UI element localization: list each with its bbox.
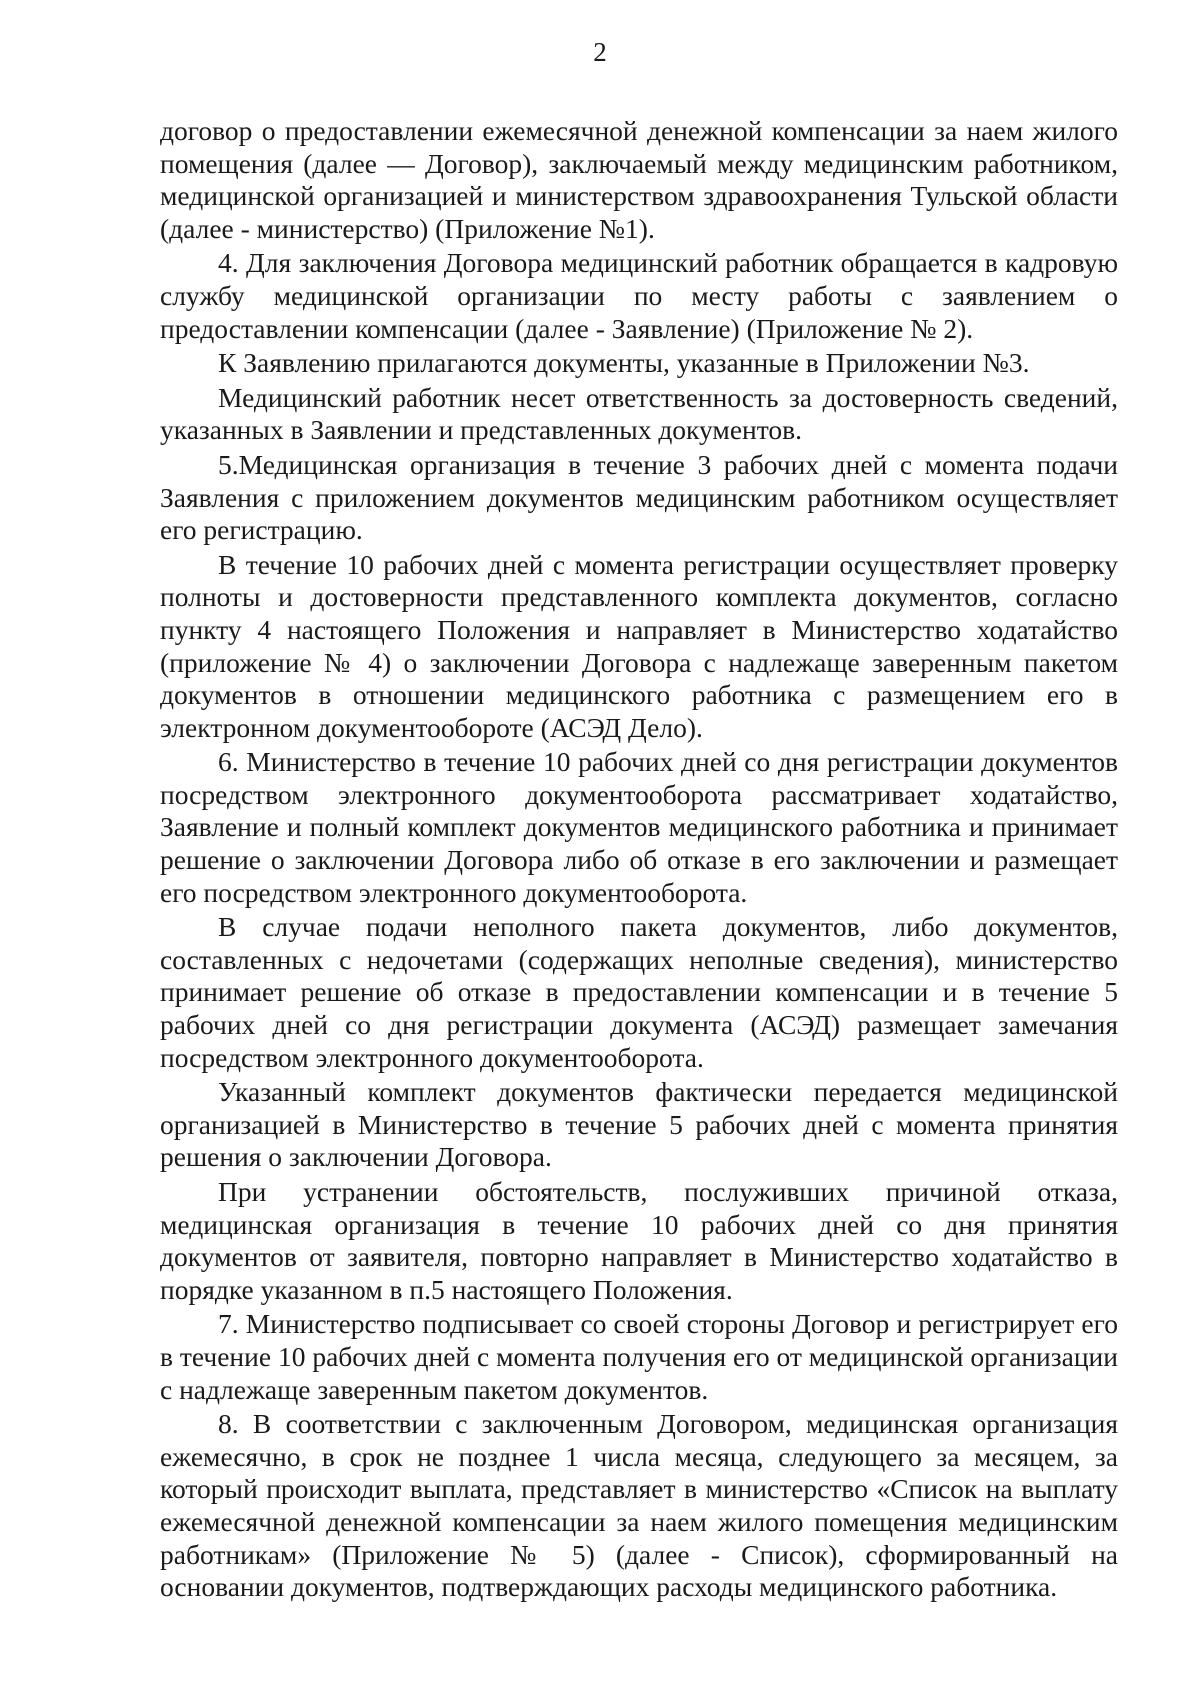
paragraph-item-6: 6. Министерство в течение 10 рабочих дней со дня регистрации документов посредством электронного документооборота рассматривает ходатайство, Заявление и полный комплект документов медицинского работника и принимает решение о заключении Договора либо об отказе в его заключении и размещает его посредством электронного документооборота. [160,746,1118,908]
paragraph-responsibility: Медицинский работник несет ответственность за достоверность сведений, указанных в Заявлении и представленных документов. [160,381,1118,446]
page-number: 2 [593,37,607,67]
paragraph-attachments: К Заявлению прилагаются документы, указанные в Приложении №3. [218,347,1030,379]
paragraph-resubmission: При устранении обстоятельств, послуживших причиной отказа, медицинская организация в течение 10 рабочих дней со дня принятия документов от заявителя, повторно направляет в Министерство ходатайство в порядке указанном в п.5 настоящего Положения. [160,1176,1118,1305]
paragraph-item-5: 5.Медицинская организация в течение 3 рабочих дней с момента подачи Заявления с приложением документов медицинским работником осуществляет его регистрацию. [160,448,1118,546]
paragraph-item-8: 8. В соответствии с заключенным Договором, медицинская организация ежемесячно, в срок не позднее 1 числа месяца, следующего за месяцем, за который происходит выплата, представляет в министерство «Список на выплату ежемесячной денежной компенсации за наем жилого помещения медицинским работникам» (Приложение № 5) (далее - Список), сформированный на основании документов, подтверждающих расходы медицинского работника. [160,1408,1118,1603]
document-body [160,115,1118,1604]
paragraph-verification: В течение 10 рабочих дней с момента регистрации осуществляет проверку полноты и достоверности представленного комплекта документов, согласно пункту 4 настоящего Положения и направляет в Министерство ходатайство (приложение № 4) о заключении Договора с надлежаще заверенным пакетом документов в отношении медицинского работника с размещением его в электронном документообороте (АСЭД Дело). [160,548,1118,743]
paragraph-item-7: 7. Министерство подписывает со своей стороны Договор и регистрирует его в течение 10 рабочих дней с момента получения его от медицинской организации с надлежаще заверенным пакетом документов. [160,1308,1118,1405]
paragraph-refusal: В случае подачи неполного пакета документов, либо документов, составленных с недочетами (содержащих неполные сведения), министерство принимает решение об отказе в предоставлении компенсации и в течение 5 рабочих дней со дня регистрации документа (АСЭД) размещает замечания посредством электронного документооборота. [160,911,1118,1073]
paragraph-item-4: 4. Для заключения Договора медицинский работник обращается в кадровую службу медицинской организации по месту работы с заявлением о предоставлении компенсации (далее - Заявление) (Приложение № 2). [160,247,1118,344]
paragraph-contract-definition: договор о предоставлении ежемесячной денежной компенсации за наем жилого помещения (далее — Договор), заключаемый между медицинским работником, медицинской организацией и министерством здравоохранения Тульской области (далее - министерство) (Приложение №1). [160,115,1118,244]
paragraph-transfer: Указанный комплект документов фактически передается медицинской организацией в Министерство в течение 5 рабочих дней с момента принятия решения о заключении Договора. [160,1076,1118,1173]
